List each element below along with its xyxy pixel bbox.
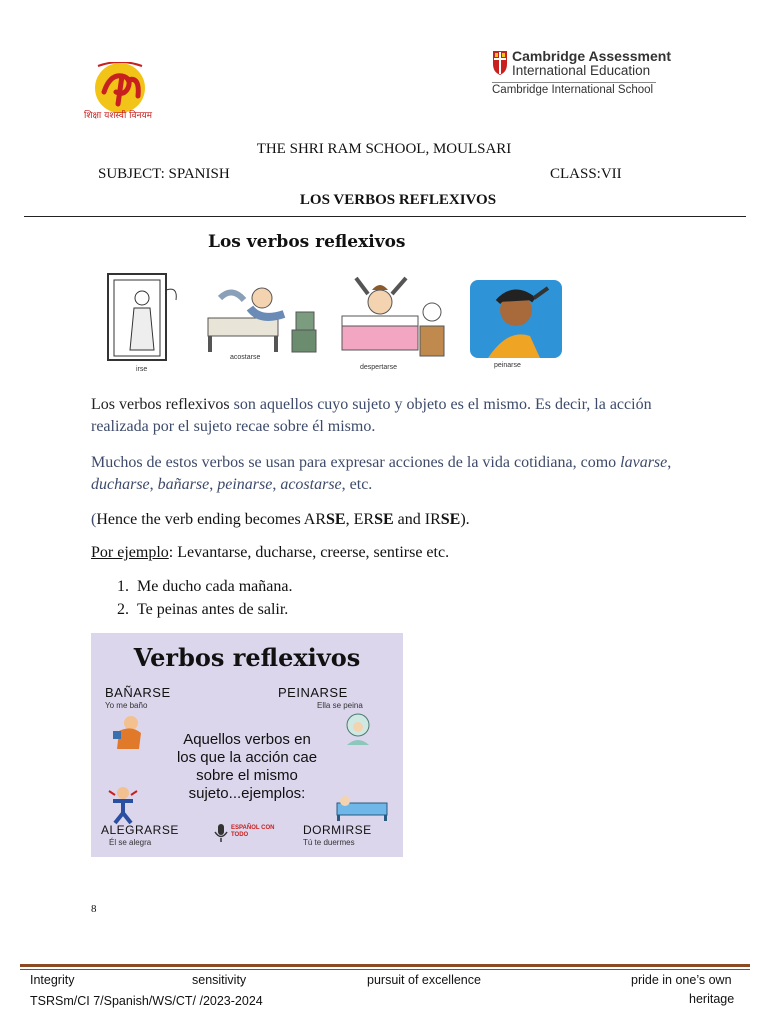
bed-icon (333, 793, 391, 823)
ending-text: and IR (393, 511, 441, 528)
poster-definition-line: Aquellos verbos en (183, 731, 311, 748)
reflexive-verbs-illustration (96, 226, 572, 376)
list-item (117, 601, 292, 624)
poster-alegrarse: ALEGRARSE (101, 823, 179, 837)
caption-irse: irse (136, 366, 148, 373)
poster-dormirse: DORMIRSE (303, 823, 372, 837)
list-text: Te peinas antes de salir. (137, 601, 289, 618)
footer-doc-code: TSRSm/CI 7/Spanish/WS/CT/ /2023-2024 (30, 994, 263, 1008)
poster-peinarse-sub: Ella se peina (317, 701, 363, 710)
por-ejemplo-label: Por ejemplo (91, 544, 169, 561)
ending-se: SE (374, 511, 394, 528)
microphone-icon (213, 823, 229, 843)
caption-peinarse: peinarse (494, 362, 521, 369)
separator: , (209, 476, 218, 493)
example-sentences-list (117, 578, 292, 624)
cambridge-line3: Cambridge International School (492, 84, 654, 96)
example-word: lavarse (620, 454, 668, 471)
example-word: bañarse (157, 476, 210, 493)
definition-lead: Los verbos reflexivos (91, 396, 234, 413)
poster-alegrarse-sub: Él se alegra (109, 838, 152, 847)
combing-hair-icon (468, 278, 564, 360)
separator: , (149, 476, 158, 493)
figure1-title: Los verbos reflexivos (208, 232, 406, 252)
cambridge-line2: International Education (512, 63, 651, 78)
shri-ram-logo (84, 62, 158, 126)
ending-text: , ER (345, 511, 375, 528)
poster-banarse-sub: Yo me baño (105, 701, 148, 710)
example-word: ducharse (91, 476, 150, 493)
por-ejemplo-text: : Levantarse, ducharse, creerse, sentirse etc. (168, 544, 450, 561)
verbos-reflexivos-poster (91, 633, 403, 857)
list-text: Me ducho cada mañana. (137, 578, 293, 595)
waking-up-icon (336, 272, 448, 364)
cambridge-shield-icon (492, 50, 508, 76)
list-number: 1. (117, 578, 129, 595)
list-number: 2. (117, 601, 129, 618)
poster-title: Verbos reflexivos (133, 643, 361, 672)
cambridge-line1: Cambridge Assessment (512, 48, 671, 64)
paragraph-verb-ending (91, 509, 691, 531)
examples-end: , etc. (341, 476, 373, 493)
paragraph-por-ejemplo (91, 542, 691, 564)
close-paren: ). (460, 511, 470, 528)
footer-heritage: heritage (689, 992, 735, 1006)
logo-motto: शिक्षा यशस्वी विनयम (84, 111, 153, 121)
subject-label: SUBJECT: SPANISH (98, 166, 230, 182)
caption-acostarse: acostarse (230, 354, 261, 361)
ending-se: SE (326, 511, 346, 528)
open-paren: ( (91, 511, 97, 528)
cambridge-logo (492, 48, 671, 100)
header-divider (24, 216, 746, 217)
footer-pursuit: pursuit of excellence (367, 973, 481, 987)
paragraph-examples (91, 452, 691, 496)
separator: , (667, 454, 672, 471)
poster-dormirse-sub: Tú te duermes (303, 838, 355, 847)
poster-definition-line: sobre el mismo (196, 767, 298, 784)
poster-definition-line: sujeto...ejemplos: (188, 785, 306, 802)
caption-despertarse: despertarse (360, 364, 397, 371)
paragraph-definition (91, 394, 691, 438)
door-person-icon (104, 270, 184, 368)
poster-badge: ESPAÑOL CON TODO (231, 825, 275, 838)
school-name: THE SHRI RAM SCHOOL, MOULSARI (256, 141, 512, 157)
examples-lead: Muchos de estos verbos se usan para expresar acciones de la vida cotidiana, como (91, 454, 621, 471)
footer-rule-thick (20, 964, 750, 967)
poster-peinarse: PEINARSE (278, 685, 348, 700)
example-word: acostarse (280, 476, 342, 493)
separator: , (272, 476, 281, 493)
happy-person-icon (105, 785, 141, 825)
footer-pride: pride in one’s own (631, 973, 732, 987)
footer-rule-thin (20, 969, 750, 970)
bed-tired-man-icon (200, 278, 324, 360)
poster-banarse: BAÑARSE (105, 685, 171, 700)
example-word: peinarse (217, 476, 273, 493)
page-number: 8 (91, 903, 97, 915)
cambridge-divider (492, 82, 656, 83)
ending-text: Hence the verb ending becomes AR (96, 511, 327, 528)
list-item (117, 578, 292, 601)
footer-sensitivity: sensitivity (192, 973, 247, 987)
poster-definition-line: los que la acción cae (176, 749, 318, 766)
footer-integrity: Integrity (30, 973, 75, 987)
class-label: CLASS:VII (550, 166, 622, 182)
topic-title: LOS VERBOS REFLEXIVOS (299, 192, 497, 208)
ending-se: SE (440, 511, 461, 528)
definition-text: son aquellos cuyo sujeto y objeto es el mismo. Es decir, la acción realizada por el sujeto recae sobre él mismo. (91, 396, 652, 435)
